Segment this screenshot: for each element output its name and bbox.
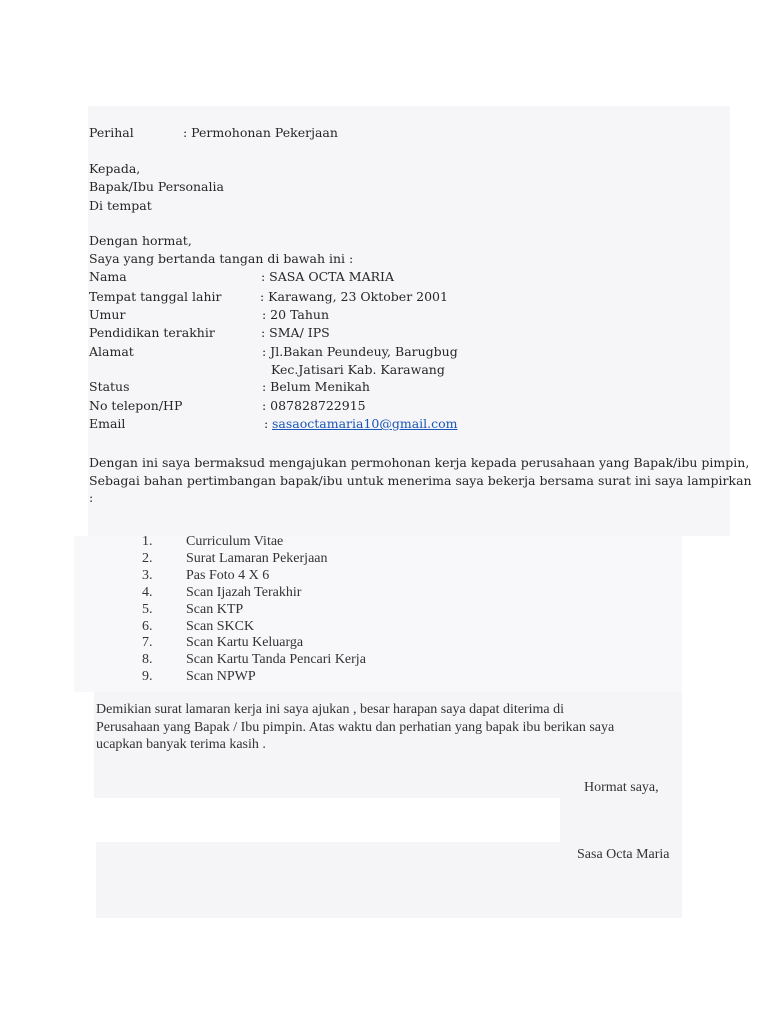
list-item-text: Pas Foto 4 X 6 [186, 568, 270, 583]
list-item-number: 6. [142, 619, 153, 634]
list-item-number: 8. [142, 652, 153, 667]
list-item-text: Scan Kartu Tanda Pencari Kerja [186, 652, 366, 667]
salutation: Dengan hormat, [89, 233, 192, 248]
field-value: : SASA OCTA MARIA [261, 269, 395, 284]
field-value: : 20 Tahun [262, 307, 330, 322]
field-label: Alamat [89, 344, 134, 359]
field-value: : Belum Menikah [262, 379, 370, 394]
list-item-number: 7. [142, 635, 153, 650]
field-value: : [264, 416, 269, 431]
list-item-text: Scan SKCK [186, 619, 255, 634]
email-link[interactable]: sasaoctamaria10@gmail.com [272, 416, 458, 431]
field-label: Nama [89, 269, 127, 284]
recipient-line: Kepada, [89, 161, 141, 176]
field-label: Email [89, 416, 126, 431]
field-label: Status [89, 379, 130, 394]
intro-line: Saya yang bertanda tangan di bawah ini : [89, 251, 354, 266]
list-item-number: 3. [142, 568, 153, 583]
body-line: Dengan ini saya bermaksud mengajukan permohonan kerja kepada perusahaan yang Bapak/ibu pimpin, [89, 455, 750, 470]
field-value: : SMA/ IPS [261, 325, 330, 340]
list-item-number: 1. [142, 534, 153, 549]
list-item-text: Scan NPWP [186, 669, 256, 684]
body-line: : [89, 490, 94, 505]
list-panel [74, 536, 682, 692]
list-item-text: Scan Ijazah Terakhir [186, 585, 302, 600]
list-item-number: 4. [142, 585, 153, 600]
field-value: Kec.Jatisari Kab. Karawang [271, 362, 445, 377]
perihal-label: Perihal [89, 125, 134, 140]
field-label: Umur [89, 307, 126, 322]
field-label: Tempat tanggal lahir [89, 289, 222, 304]
closing-line: Perusahaan yang Bapak / Ibu pimpin. Atas waktu dan perhatian yang bapak ibu berikan saya [96, 720, 615, 735]
list-item-number: 2. [142, 551, 153, 566]
signature-panel [560, 798, 682, 842]
list-item-text: Scan Kartu Keluarga [186, 635, 304, 650]
list-item-number: 9. [142, 669, 153, 684]
body-line: Sebagai bahan pertimbangan bapak/ibu untuk menerima saya bekerja bersama surat ini saya lampirkan [89, 473, 752, 488]
field-value: : 087828722915 [262, 398, 366, 413]
field-value: : Karawang, 23 Oktober 2001 [260, 289, 448, 304]
field-label: No telepon/HP [89, 398, 183, 413]
list-item-text: Curriculum Vitae [186, 534, 284, 549]
field-label: Pendidikan terakhir [89, 325, 215, 340]
list-item-text: Surat Lamaran Pekerjaan [186, 551, 328, 566]
signoff: Hormat saya, [584, 780, 659, 795]
recipient-line: Di tempat [89, 198, 152, 213]
closing-line: Demikian surat lamaran kerja ini saya ajukan , besar harapan saya dapat diterima di [96, 702, 565, 717]
signature-name: Sasa Octa Maria [577, 847, 670, 862]
list-item-number: 5. [142, 602, 153, 617]
recipient-line: Bapak/Ibu Personalia [89, 179, 224, 194]
list-item-text: Scan KTP [186, 602, 244, 617]
closing-line: ucapkan banyak terima kasih . [96, 737, 266, 752]
perihal-value: : Permohonan Pekerjaan [183, 125, 338, 140]
field-value: : Jl.Bakan Peundeuy, Barugbug [262, 344, 458, 359]
